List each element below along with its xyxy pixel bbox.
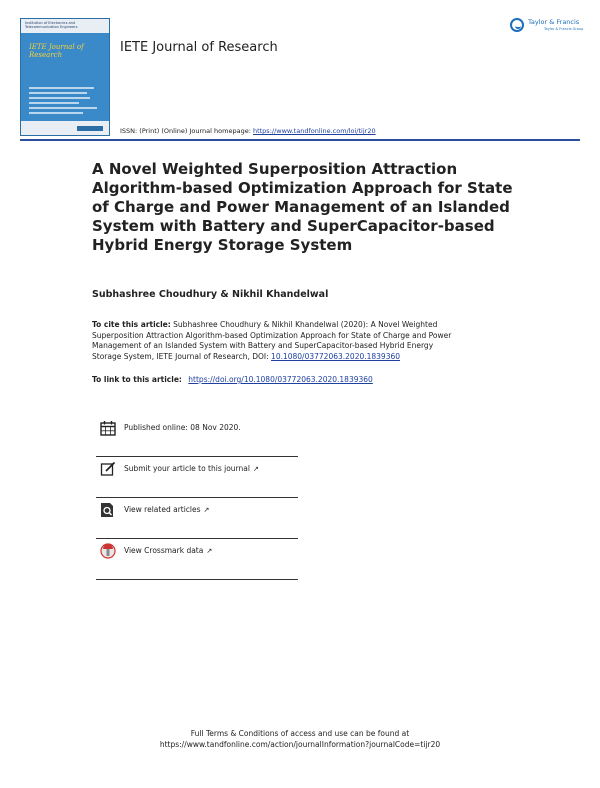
issn-label: ISSN: (Print) (Online) Journal homepage:	[120, 127, 251, 135]
article-authors: Subhashree Choudhury & Nikhil Khandelwal	[92, 289, 329, 300]
published-online-item	[96, 416, 298, 457]
submit-article-item[interactable]	[96, 457, 298, 498]
doi-link[interactable]: 10.1080/03772063.2020.1839360	[271, 351, 401, 361]
crossmark-link[interactable]	[124, 546, 212, 555]
issn-line	[120, 127, 376, 135]
related-articles-link[interactable]	[124, 505, 209, 514]
publisher-logo-subtext: Taylor & Francis Group	[544, 27, 584, 31]
cover-journal-name: IETE Journal of Research	[29, 43, 84, 59]
article-link-label: To link to this article:	[92, 375, 182, 384]
search-articles-icon	[100, 502, 116, 518]
article-title	[92, 160, 512, 255]
cover-top-text: Institution of Electronics and Telecommunication Engineers	[25, 21, 78, 29]
page-footer	[0, 728, 600, 750]
journal-cover-image	[20, 18, 110, 136]
citation-line-3: Management of an Islanded System with Battery and SuperCapacitor-based Hybrid Energy	[92, 341, 434, 350]
article-doi-url-link[interactable]: https://doi.org/10.1080/03772063.2020.1839360	[188, 375, 373, 384]
article-title-line: of Charge and Power Management of an Islanded	[92, 198, 510, 216]
footer-terms-text: Full Terms & Conditions of access and use can be found at	[190, 729, 410, 738]
citation-line-1	[92, 320, 512, 331]
submit-article-label: Submit your article to this journal	[124, 464, 250, 473]
external-link-icon: ↗	[252, 465, 259, 473]
publisher-logo-text: Taylor & Francis	[528, 18, 580, 26]
citation-block	[92, 320, 512, 362]
footer-journal-info-link[interactable]: https://www.tandfonline.com/action/journalInformation?journalCode=tijr20	[159, 740, 441, 749]
calendar-icon	[100, 420, 116, 436]
article-title-line: Hybrid Energy Storage System	[92, 236, 353, 254]
citation-line-4	[92, 352, 512, 363]
article-title-line: System with Battery and SuperCapacitor-based	[92, 217, 495, 235]
article-title-line: A Novel Weighted Superposition Attraction	[92, 160, 458, 178]
header-divider	[20, 139, 580, 141]
crossmark-label: View Crossmark data	[124, 546, 204, 555]
article-link-line	[92, 375, 373, 384]
article-title-line: Algorithm-based Optimization Approach for State	[92, 179, 513, 197]
citation-text: Subhashree Choudhury & Nikhil Khandelwal (2020): A Novel Weighted	[173, 320, 438, 329]
external-link-icon: ↗	[203, 506, 210, 514]
crossmark-icon	[100, 543, 116, 559]
external-link-icon: ↗	[206, 547, 213, 555]
cover-publisher-mark	[77, 126, 103, 131]
cover-stripes	[29, 87, 101, 113]
citation-label: To cite this article:	[92, 320, 171, 329]
related-articles-label: View related articles	[124, 505, 201, 514]
publisher-logo-icon	[510, 18, 524, 32]
journal-homepage-link[interactable]: https://www.tandfonline.com/loi/tijr20	[252, 127, 376, 135]
submit-article-link[interactable]	[124, 464, 259, 473]
publisher-logo[interactable]	[510, 14, 590, 36]
journal-title: IETE Journal of Research	[120, 40, 278, 55]
citation-line-2: Superposition Attraction Algorithm-based Optimization Approach for State of Charge and Power	[92, 330, 452, 340]
crossmark-item[interactable]	[96, 539, 298, 580]
edit-icon	[100, 461, 116, 477]
published-online-text: Published online: 08 Nov 2020.	[124, 423, 241, 432]
citation-text: Storage System, IETE Journal of Research, DOI:	[92, 351, 269, 361]
related-articles-item[interactable]	[96, 498, 298, 539]
